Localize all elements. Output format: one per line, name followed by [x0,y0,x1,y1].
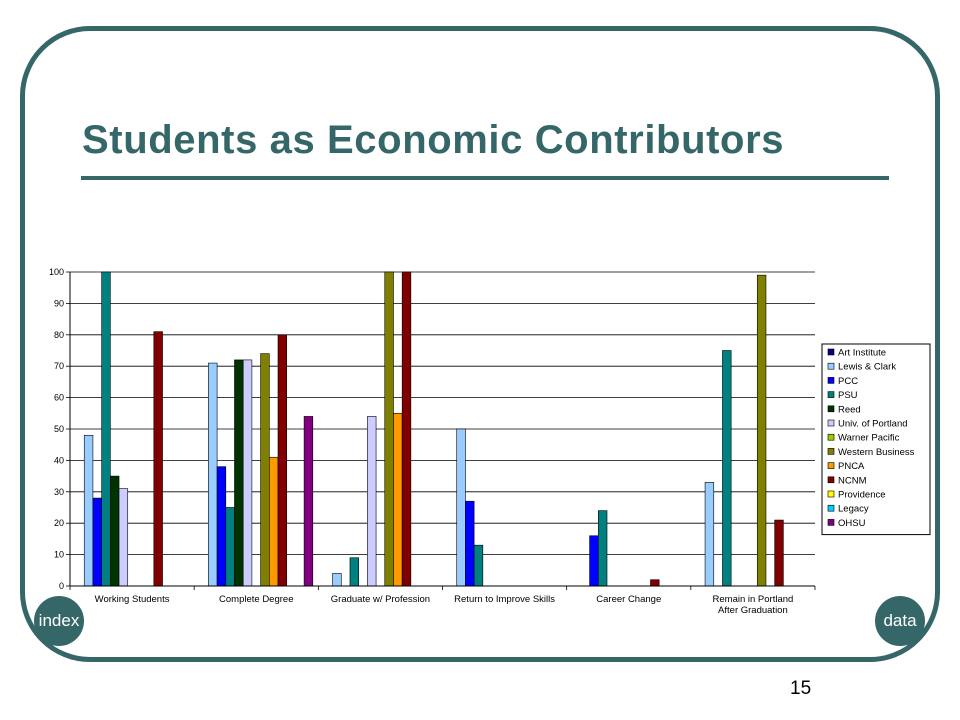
bar [119,489,128,586]
legend-swatch [828,477,834,483]
legend-label: Reed [838,404,861,416]
bar [590,536,599,586]
legend-label: Univ. of Portland [838,418,908,430]
legend-label: NCNM [838,475,867,487]
x-tick-label: Complete Degree [219,594,294,605]
y-tick-label: 100 [48,267,64,277]
page-number: 15 [790,678,812,699]
y-tick-label: 10 [53,549,64,560]
bar [208,363,217,586]
y-tick-label: 50 [53,424,64,434]
legend-swatch [828,434,834,440]
legend-label: PNCA [838,461,865,473]
legend-swatch [828,491,834,497]
bar [102,272,111,586]
slide-title: Students as Economic Contributors [82,118,785,162]
bar [775,520,784,586]
legend-label: Art Institute [838,347,887,359]
bar [402,272,411,586]
bar [465,501,474,586]
bar [226,508,235,587]
bar [243,360,252,586]
legend-label: Lewis & Clark [838,361,897,373]
legend-swatch [828,377,834,383]
x-tick-label: After Graduation [718,605,788,616]
legend-swatch [828,363,834,369]
bar [393,413,402,586]
y-tick-label: 80 [53,329,64,340]
y-tick-label: 60 [53,392,64,403]
legend-swatch [828,519,834,525]
bar [757,275,766,586]
bar [350,558,359,586]
legend-swatch [828,463,834,469]
bar [154,332,163,586]
legend-swatch [828,349,834,355]
legend-swatch [828,420,834,426]
bar [333,573,342,586]
bar [278,335,287,586]
bar [110,476,119,586]
y-tick-label: 70 [53,361,64,372]
bar [722,351,731,587]
bar [705,482,714,586]
bar [367,416,376,586]
bar [598,511,607,586]
bar [457,429,466,586]
legend-label: Providence [838,489,886,501]
legend-swatch [828,392,834,398]
legend-label: Western Business [838,446,915,458]
bar [235,360,244,586]
y-tick-label: 20 [53,518,64,529]
data-button[interactable]: data [875,596,925,646]
y-tick-label: 30 [53,486,64,497]
legend-label: PSU [838,390,858,402]
index-button[interactable]: index [34,596,84,646]
y-tick-label: 90 [53,298,64,309]
y-tick-label: 40 [53,455,64,466]
bar [474,545,483,586]
legend-swatch [828,505,834,511]
legend-label: PCC [838,375,859,387]
legend-label: Legacy [838,503,869,515]
bar [269,457,278,586]
bar [217,467,226,586]
legend-label: Warner Pacific [838,432,900,444]
x-tick-label: Graduate w/ Profession [330,594,431,605]
bar [261,354,270,586]
bar [385,272,394,586]
y-tick-label: 0 [58,581,64,591]
legend-swatch [828,406,834,412]
bar [651,580,660,586]
x-tick-label: Return to Improve Skills [454,594,556,605]
legend-swatch [828,448,834,454]
bar [93,498,102,586]
x-tick-label: Working Students [94,594,170,605]
x-tick-label: Remain in Portland [712,594,794,605]
legend-label: OHSU [838,517,866,529]
bar [304,416,313,586]
x-tick-label: Career Change [596,594,662,605]
bar [84,435,93,586]
